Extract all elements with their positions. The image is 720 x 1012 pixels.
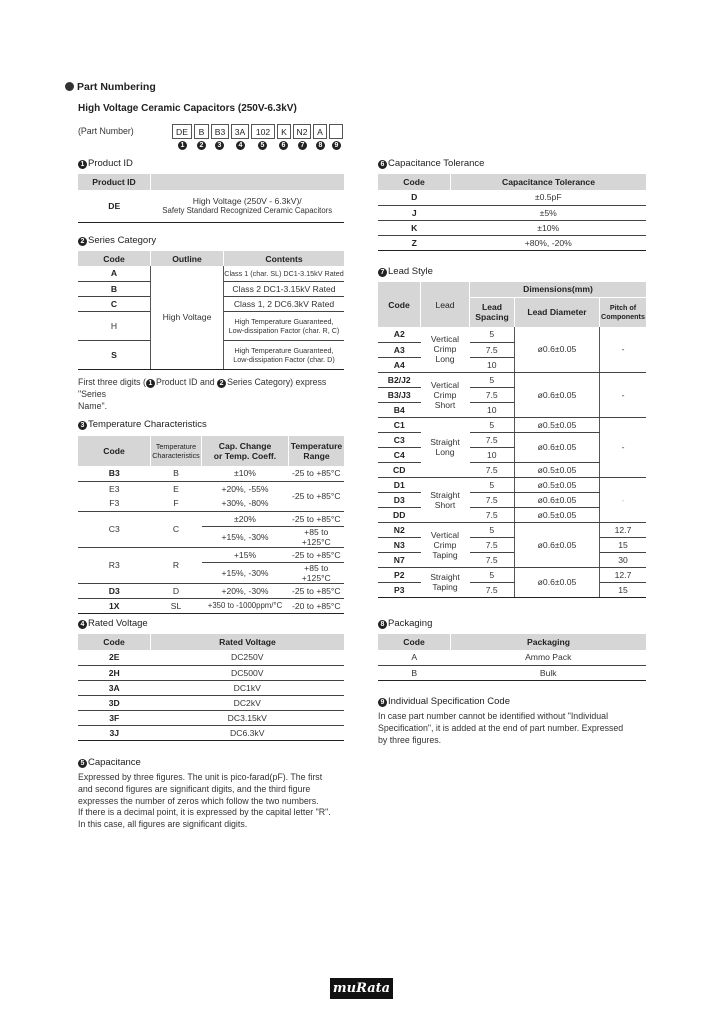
header-cell: Outline (151, 251, 224, 266)
marker-4: 4 (236, 141, 245, 150)
header-cell: Code (78, 436, 151, 466)
header-cell: Cap. Change or Temp. Coeff. (202, 436, 289, 466)
description-cell: High Voltage (250V - 6.3kV)/ Safety Standard Recognized Ceramic Capacitors (151, 190, 345, 222)
header-cell: Contents (224, 251, 345, 266)
code-cell: S (78, 340, 151, 369)
marker-2: 2 (197, 141, 206, 150)
header-cell: Temperature Range (289, 436, 345, 466)
product-id-table (78, 174, 344, 223)
number-badge: 6 (378, 160, 387, 169)
product-id-heading: 1 Product ID (78, 158, 133, 169)
temp-heading: 3 Temperature Characteristics (78, 419, 207, 430)
number-badge: 8 (378, 620, 387, 629)
packaging-heading: 8 Packaging (378, 618, 432, 629)
header-cell (151, 174, 345, 190)
contents-cell: High Temperature Guaranteed, Low-dissipation Factor (char. R, C) (224, 311, 345, 340)
number-badge: 5 (78, 759, 87, 768)
code-cell: C (78, 296, 151, 311)
part-number-label: (Part Number) (78, 126, 134, 136)
lead-heading: 7 Lead Style (378, 266, 433, 277)
lead-style-table: Code Lead Dimensions(mm) Lead Spacing Lead Diameter Pitch of Components A2 Vertical Crimp Long 5 ø0.6±0.05 - A3 7.5 A4 10 B2/J2 Vertical Crimp Short 5 ø0.6±0.05 - B3/J3 7.5 B4 10 C1 Straight Long 5 ø0.5±0.05 - C3 7.5 ø0.6±0.05 C4 10 CD 7.5 ø0.5±0.05 D1 Straight Short 5 ø0.5±0.05 - D3 7.5 ø0.6±0.05 DD 7.5 ø0.5±0.05 N2 Vertical Crimp Taping 5 ø0.6±0.05 12.7 N3 7.5 15 N7 7.5 30 P2 Straight Taping 5 ø0.6±0.05 12.7 P3 7.5 15 (378, 282, 646, 598)
marker-6: 6 (279, 141, 288, 150)
marker-1: 1 (178, 141, 187, 150)
code-cell: H (78, 311, 151, 340)
contents-cell: Class 1 (char. SL) DC1-3.15kV Rated (224, 266, 345, 281)
tolerance-table: Code Capacitance Tolerance D ±0.5pF J ±5% K ±10% Z +80%, -20% (378, 174, 646, 251)
part-box-8: A (313, 124, 327, 139)
part-box-2: B (194, 124, 209, 139)
number-badge: 1 (78, 160, 87, 169)
number-badge: 7 (378, 268, 387, 277)
series-table (78, 251, 344, 370)
rated-heading: 4 Rated Voltage (78, 618, 148, 629)
number-badge: 2 (78, 237, 87, 246)
marker-5: 5 (258, 141, 267, 150)
part-box-1: DE (172, 124, 192, 139)
rated-table: Code Rated Voltage 2E DC250V 2H DC500V 3A DC1kV 3D DC2kV 3F DC3.15kV 3J DC6.3kV (78, 634, 344, 741)
marker-7: 7 (298, 141, 307, 150)
part-box-3: B3 (211, 124, 229, 139)
part-box-4: 3A (231, 124, 249, 139)
number-badge: 9 (378, 698, 387, 707)
contents-cell: Class 2 DC1-3.15kV Rated (224, 281, 345, 296)
part-box-5: 102 (251, 124, 275, 139)
tolerance-heading: 6 Capacitance Tolerance (378, 158, 484, 169)
murata-logo: muRata (330, 978, 393, 999)
outline-cell: High Voltage (151, 266, 224, 369)
part-box-7: N2 (293, 124, 311, 139)
header-cell: Code (78, 251, 151, 266)
section-heading: Part Numbering (65, 81, 156, 93)
series-note: First three digits ( 1 Product ID and 2 Series Category) express "Series Name". (78, 377, 327, 411)
code-cell: A (78, 266, 151, 281)
part-box-9 (329, 124, 343, 139)
contents-cell: Class 1, 2 DC6.3kV Rated (224, 296, 345, 311)
capacitance-text: Expressed by three figures. The unit is pico-farad(pF). The first and second figures are significant digits, and the third figure expresses the number of zeros which follow the two numbers. If there is a decimal point, it is expressed by the capital letter "R". In this case, all figures are significant digits. (78, 772, 331, 830)
page-subtitle: High Voltage Ceramic Capacitors (250V-6.3kV) (78, 103, 297, 114)
header-cell: Product ID (78, 174, 151, 190)
bullet-icon (65, 82, 74, 91)
series-heading: 2 Series Category (78, 235, 156, 246)
contents-cell: High Temperature Guaranteed, Low-dissipation Factor (char. D) (224, 340, 345, 369)
temp-table: Code Temperature Characteristics Cap. Change or Temp. Coeff. Temperature Range B3 B ±10% -25 to +85°C E3 E +20%, -55% -25 to +85°C F3 F +30%, -80% C3 C ±20% -25 to +85°C +15%, -30% +85 to +125°C R3 R +15% -25 to +85°C +15%, -30% +85 to +125°C D3 D +20%, -30% -25 to +85°C 1X SL +350 to -1000ppm/°C -20 to +85°C (78, 436, 344, 614)
marker-9: 9 (332, 141, 341, 150)
capacitance-heading: 5 Capacitance (78, 757, 141, 768)
individual-heading: 9 Individual Specification Code (378, 696, 510, 707)
packaging-table: Code Packaging A Ammo Pack B Bulk (378, 634, 646, 681)
number-badge: 4 (78, 620, 87, 629)
individual-text: In case part number cannot be identified without "Individual Specification", it is added at the end of part number. Expressed by three figures. (378, 711, 624, 745)
number-badge: 3 (78, 421, 87, 430)
marker-3: 3 (215, 141, 224, 150)
part-box-6: K (277, 124, 291, 139)
code-cell: DE (78, 190, 151, 222)
code-cell: B (78, 281, 151, 296)
header-cell: Temperature Characteristics (151, 436, 202, 466)
marker-8: 8 (316, 141, 325, 150)
